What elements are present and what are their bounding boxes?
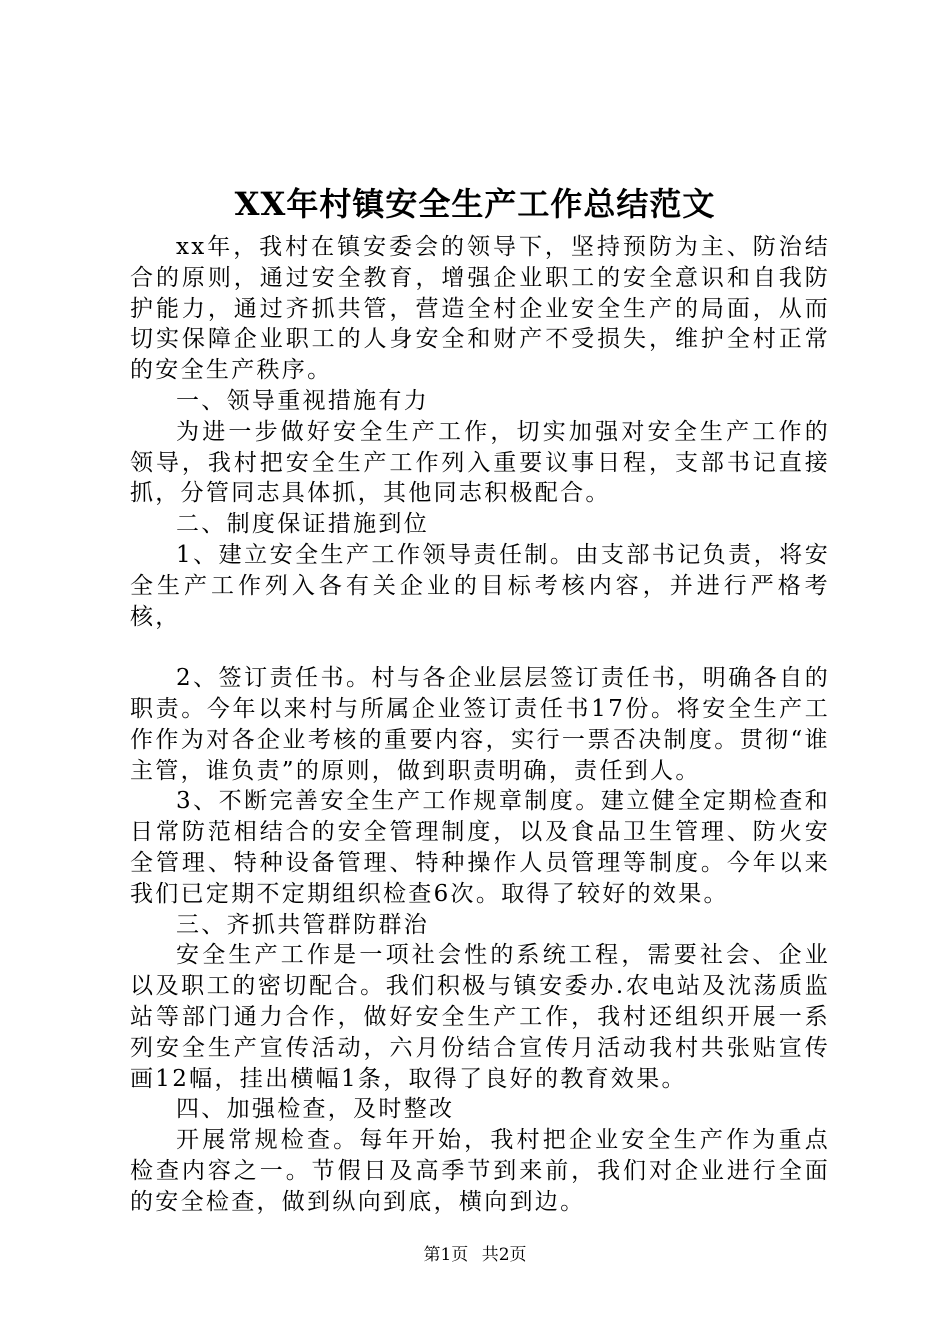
section-heading-4: 四、加强检查，及时整改 — [176, 1096, 455, 1123]
paragraph-cooperation: 安全生产工作是一项社会性的系统工程，需要社会、企业以及职工的密切配合。我们积极与镇安委办.农电站及沈荡质监站等部门通力合作，做好安全生产工作，我村还组织开展一系列安全生产宣传活动，六月份结合宣传月活动我村共张贴宣传画12幅，挂出横幅1条，取得了良好的教育效果。 — [130, 942, 830, 1092]
document-body — [130, 232, 830, 1218]
paragraph-responsibility-system: 1、建立安全生产工作领导责任制。由支部书记负责，将安全生产工作列入各有关企业的目标考核内容，并进行严格考核， — [130, 541, 830, 630]
page-number-current: 第1页 — [423, 1245, 469, 1265]
section-heading-2: 二、制度保证措施到位 — [176, 511, 429, 538]
section-heading-3: 三、齐抓共管群防群治 — [176, 911, 429, 938]
blank-line — [130, 632, 830, 663]
paragraph-responsibility-letter: 2、签订责任书。村与各企业层层签订责任书，明确各自的职责。今年以来村与所属企业签订责任书17份。将安全生产工作作为对各企业考核的重要内容，实行一票否决制度。贯彻“谁主管，谁负责”的原则，做到职责明确，责任到人。 — [130, 665, 830, 784]
section-heading-1: 一、领导重视措施有力 — [176, 387, 429, 414]
paragraph-regulations: 3、不断完善安全生产工作规章制度。建立健全定期检查和日常防范相结合的安全管理制度，以及食品卫生管理、防火安全管理、特种设备管理、特种操作人员管理等制度。今年以来我们已定期不定期组织检查6次。取得了较好的效果。 — [130, 788, 830, 907]
document-title: XX年村镇安全生产工作总结范文 — [234, 185, 716, 223]
page-number-total: 共2页 — [481, 1245, 527, 1265]
paragraph-inspection: 开展常规检查。每年开始，我村把企业安全生产作为重点检查内容之一。节假日及高季节到来前，我们对企业进行全面的安全检查，做到纵向到底，横向到边。 — [130, 1127, 830, 1215]
page-footer — [0, 1244, 950, 1266]
paragraph-leadership: 为进一步做好安全生产工作，切实加强对安全生产工作的领导，我村把安全生产工作列入重要议事日程，支部书记直接抓，分管同志具体抓，其他同志积极配合。 — [130, 418, 830, 507]
paragraph-intro: xx年，我村在镇安委会的领导下，坚持预防为主、防治结合的原则，通过安全教育，增强企业职工的安全意识和自我防护能力，通过齐抓共管，营造全村企业安全生产的局面，从而切实保障企业职工的人身安全和财产不受损失，维护全村正常的安全生产秩序。 — [130, 234, 830, 384]
